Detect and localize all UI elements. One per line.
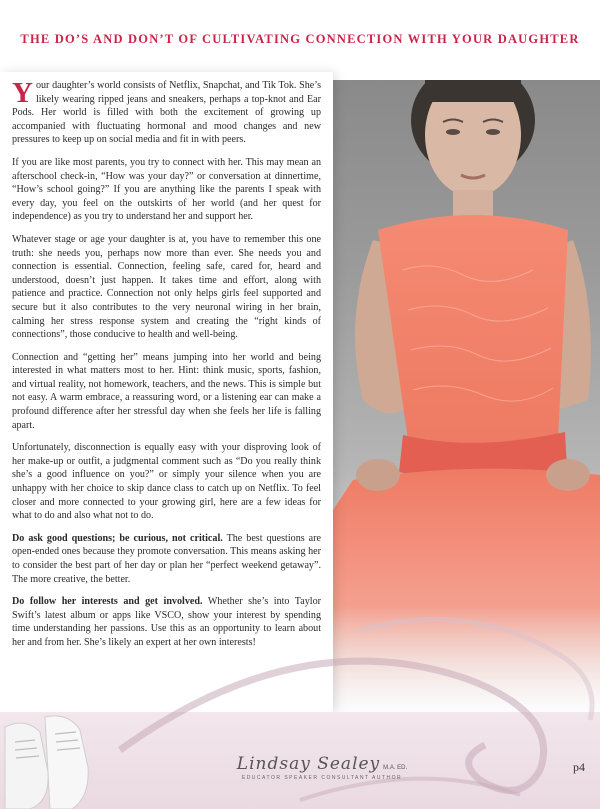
daughter-photo — [333, 80, 600, 720]
paragraph-intro-text: our daughter’s world consists of Netflix, Snapchat, and Tik Tok. She’s likely wearing ripped jeans and sneakers, perhaps a top-knot and Ear Pods. Her world is filled with both the excitement of growing up accompanied with fluctuating hormonal and mood changes and new pressures to keep up on social media and fit in with peers. — [12, 80, 321, 146]
paragraph-getting-her: Connection and “getting her” means jumping into her world and being interested in what matters most to her. Hint: think music, sports, fashion, and virtual reality, not homework, teachers, and the news. This is simple but not easy. A warm embrace, a reassuring word, or a listening ear can make a profound difference after her stressful day when she feels her life is falling apart. — [12, 351, 321, 431]
page-number: p4 — [573, 760, 585, 774]
article-body — [12, 79, 321, 659]
logo-tagline: EDUCATOR SPEAKER CONSULTANT AUTHOR — [241, 775, 403, 781]
tip-questions-heading: Do ask good questions; be curious, not critical. — [12, 532, 223, 544]
paragraph-intro — [12, 79, 321, 147]
logo-name: Lindsay Sealey — [236, 754, 381, 774]
tip-questions — [12, 532, 321, 586]
author-logo — [232, 754, 412, 781]
tip-questions-text: The best questions are open-ended ones because they promote conversation. This means asking her to consider the best part of her day or plan her “perfect weekend getaway”. The more creative, the better. — [12, 532, 321, 585]
tip-interests — [12, 595, 321, 649]
tip-interests-heading: Do follow her interests and get involved. — [12, 596, 203, 608]
logo-name-line — [232, 754, 412, 774]
paragraph-connect: If you are like most parents, you try to connect with her. This may mean an afterschool check-in, “How was your day?” or conversation at dinnertime, “How’s school going?” If you are anything like the parents I speak with every day, you feel on the outskirts of her world (and her quest for independence) as you try to understand her and support her. — [12, 156, 321, 223]
sneakers-image — [0, 712, 110, 809]
logo-credentials: M.A. ED. — [383, 765, 408, 771]
drop-cap: Y — [12, 77, 33, 109]
paragraph-disconnection: Unfortunately, disconnection is equally easy with your disproving look of her make-up or outfit, a judgmental comment such as “Do you really think she’s a good influence on you?” or simply your silence when you are unhappy with her choice to skip dance class to catch up on Netflix. To feel closer and more connected to your growing girl, here are a few ideas for what to do and also what not to do. — [12, 442, 321, 522]
tip-interests-text: Whether she’s into Taylor Swift’s latest album or apps like VSCO, show your interest by spending time understanding her passions. Use this as an opportunity to learn about her and from her. She’s likely an expert at her own interests! — [12, 596, 321, 648]
page-title: THE DO’S AND DON’T OF CULTIVATING CONNECTION WITH YOUR DAUGHTER — [20, 32, 580, 46]
girl-in-coral-dress-image — [333, 80, 600, 720]
paragraph-truth: Whatever stage or age your daughter is at, you have to remember this one truth: she needs you, perhaps now more than ever. She needs you and connection is essential. Connection, feeling safe, cared for, heard and understood, doesn’t just happen. It takes time and effort, along with patience and practice. Connection not only helps girls feel supported and secure but it also contributes to the very neuronal wiring in her brain, calming her stress response system and creating the “right kinds of connections”, those conducive to health and well-being. — [12, 233, 321, 341]
